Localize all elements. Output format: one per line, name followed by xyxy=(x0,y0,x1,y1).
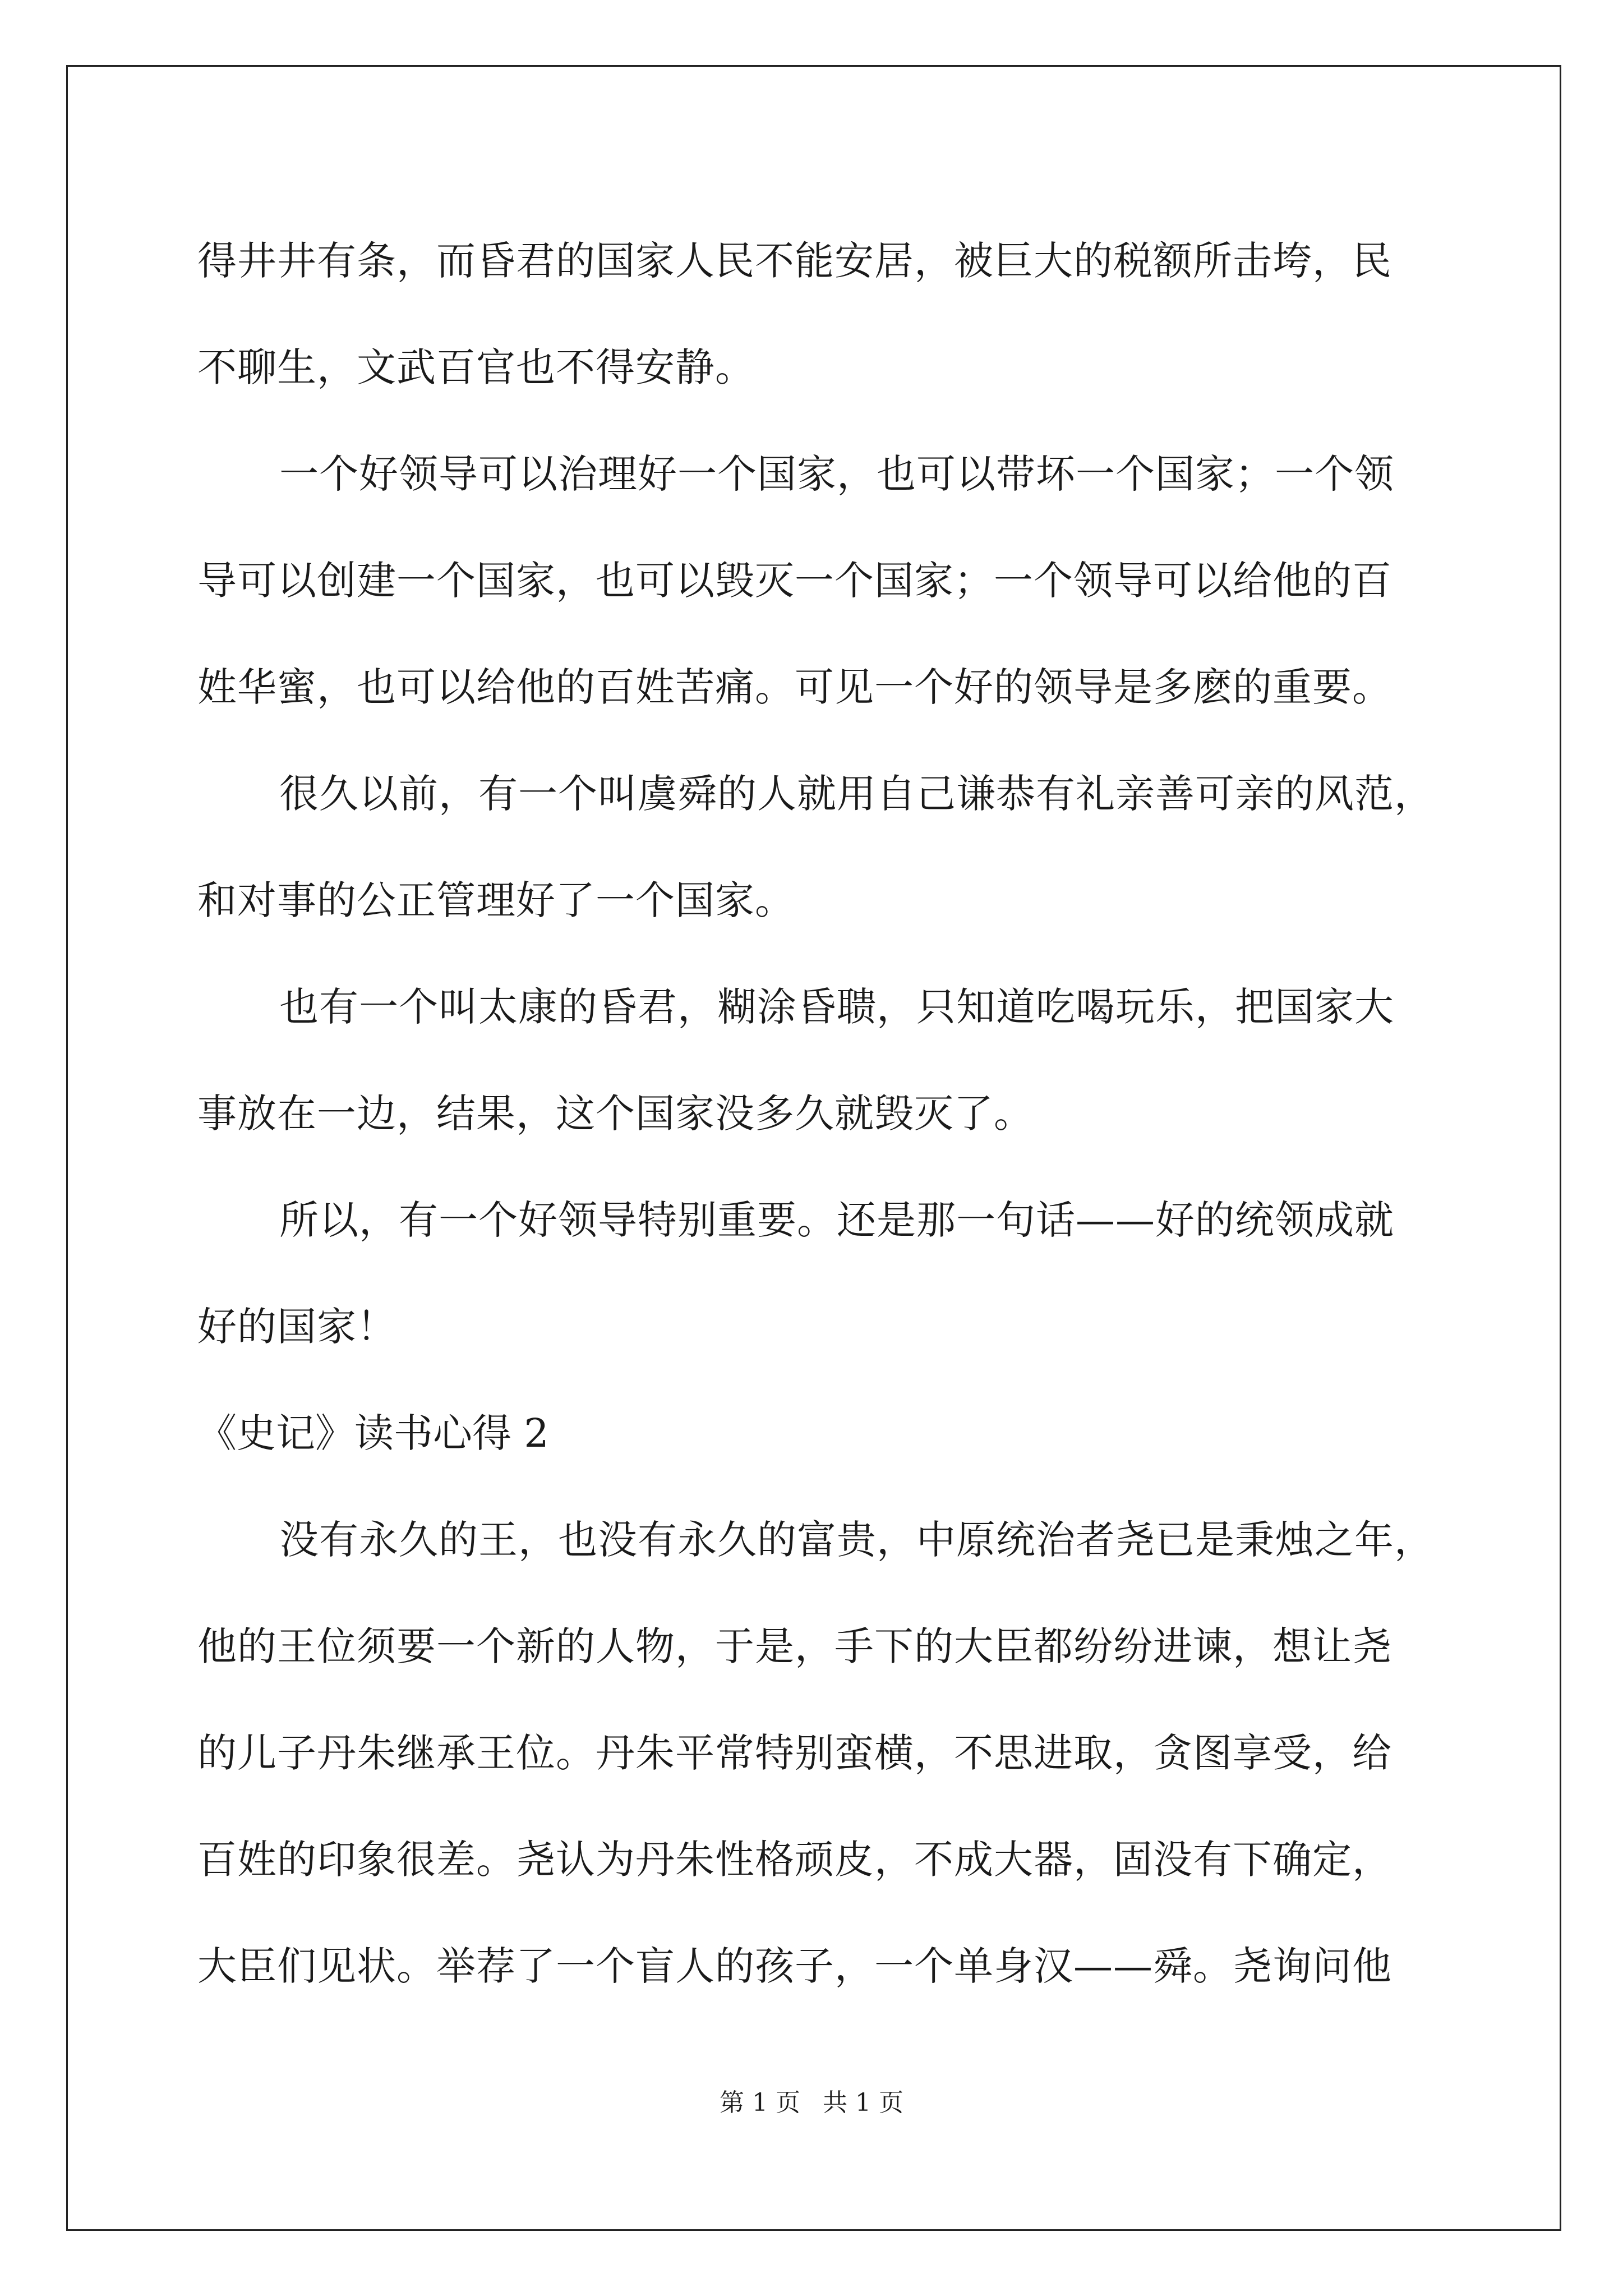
paragraph-start: 没有永久的王，也没有永久的富贵，中原统治者尧已是秉烛之年， xyxy=(279,1517,1434,1563)
section-heading: 《史记》读书心得 2 xyxy=(197,1410,549,1456)
text-line: 百姓的印象很差。尧认为丹朱性格顽皮，不成大器，固没有下确定， xyxy=(197,1837,1392,1883)
text-line: 姓华蜜，也可以给他的百姓苦痛。可见一个好的领导是多麽的重要。 xyxy=(197,664,1392,710)
paragraph-start: 也有一个叫太康的昏君，糊涂昏聩，只知道吃喝玩乐，把国家大 xyxy=(279,984,1394,1030)
paragraph-start: 一个好领导可以治理好一个国家，也可以带坏一个国家；一个领 xyxy=(279,451,1394,497)
text-line: 大臣们见状。举荐了一个盲人的孩子，一个单身汉——舜。尧询问他 xyxy=(197,1943,1392,1989)
document-body xyxy=(197,208,1437,2019)
page-number: 第 1 页 xyxy=(720,2088,800,2117)
text-line: 的儿子丹朱继承王位。丹朱平常特别蛮横，不思进取，贪图享受，给 xyxy=(197,1730,1392,1776)
page-total: 共 1 页 xyxy=(823,2088,903,2117)
text-line: 好的国家！ xyxy=(197,1304,396,1350)
text-line: 事放在一边，结果，这个国家没多久就毁灭了。 xyxy=(197,1091,1034,1137)
text-line: 和对事的公正管理好了一个国家。 xyxy=(197,877,795,923)
text-line: 导可以创建一个国家，也可以毁灭一个国家；一个领导可以给他的百 xyxy=(197,558,1392,604)
page-footer xyxy=(0,2082,1623,2118)
paragraph-start: 所以，有一个好领导特别重要。还是那一句话——好的统领成就 xyxy=(279,1197,1394,1243)
text-line: 不聊生，文武百官也不得安静。 xyxy=(197,344,755,390)
text-line: 得井井有条，而昏君的国家人民不能安居，被巨大的税额所击垮，民 xyxy=(197,238,1392,284)
text-line: 他的王位须要一个新的人物，于是，手下的大臣都纷纷进谏，想让尧 xyxy=(197,1623,1392,1669)
paragraph-start: 很久以前，有一个叫虞舜的人就用自己谦恭有礼亲善可亲的风范， xyxy=(279,771,1434,817)
